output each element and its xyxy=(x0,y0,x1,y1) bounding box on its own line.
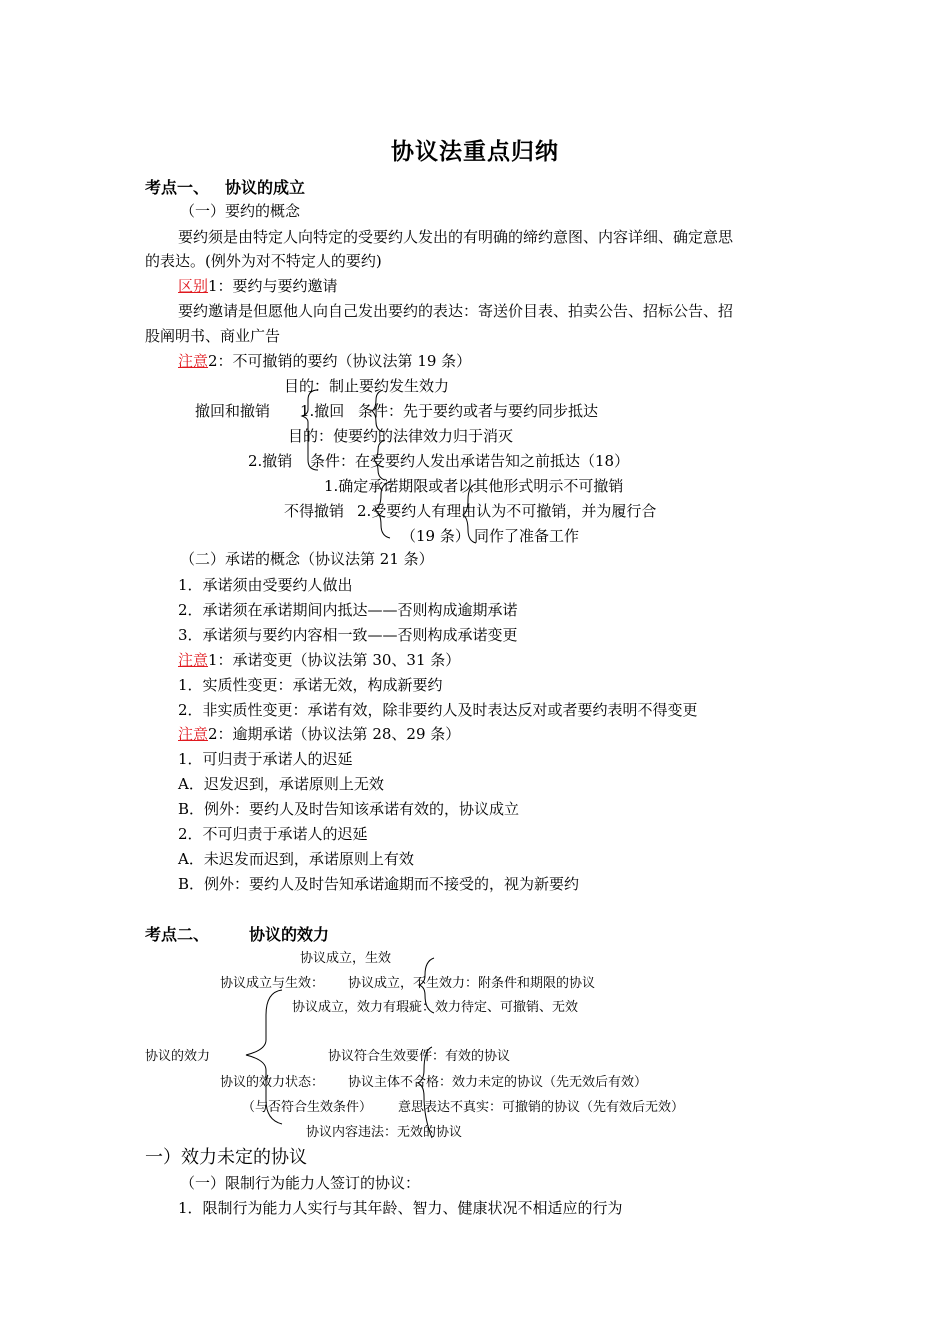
tree-node: 同作了准备工作 xyxy=(474,527,580,545)
note-text: 2：逾期承诺（协议法第 28、29 条） xyxy=(208,725,461,743)
tree-node: 协议成立，不生效力：附条件和期限的协议 xyxy=(348,976,596,991)
list-item: A．迟发迟到，承诺原则上无效 xyxy=(178,775,384,793)
tree-node: 1.撤回 xyxy=(300,402,345,420)
tree-node: 不得撤销 xyxy=(284,502,345,520)
list-item: 1．限制行为能力人实行与其年龄、智力、健康状况不相适应的行为 xyxy=(178,1199,623,1217)
list-item: 1．实质性变更：承诺无效，构成新要约 xyxy=(178,676,443,694)
paragraph-line: 要约邀请是但愿他人向自己发出要约的表达：寄送价目表、拍卖公告、招标公告、招 xyxy=(178,302,734,320)
tree-node: 协议的效力 xyxy=(145,1049,211,1064)
tree-node: （19 条） xyxy=(401,527,470,545)
subheading-acceptance-concept: （二）承诺的概念（协议法第 21 条） xyxy=(180,550,434,568)
tree-node: 协议成立，生效 xyxy=(300,951,392,966)
section-heading-2 xyxy=(145,925,329,945)
subheading-restricted-capacity: （一）限制行为能力人签订的协议： xyxy=(180,1174,421,1192)
list-item: 1．可归责于承诺人的迟延 xyxy=(178,750,353,768)
subheading-offer-concept: （一）要约的概念 xyxy=(180,202,301,220)
page-title: 协议法重点归纳 xyxy=(391,139,559,165)
note-label: 注意 xyxy=(178,352,209,370)
tree-node: 1.确定承诺期限或者以其他形式明示不可撤销 xyxy=(324,477,624,495)
list-item: 2．不可归责于承诺人的迟延 xyxy=(178,825,368,843)
list-item: 3．承诺须与要约内容相一致——否则构成承诺变更 xyxy=(178,626,518,644)
section-title: 协议的效力 xyxy=(249,925,330,944)
note-text: 1：承诺变更（协议法第 30、31 条） xyxy=(208,651,461,669)
note-line xyxy=(178,650,460,670)
tree-node: 条件：在受要约人发出承诺告知之前抵达（18） xyxy=(310,452,630,470)
note-text: 2：不可撤销的要约（协议法第 19 条） xyxy=(208,352,472,370)
tree-node: 撤回和撤销 xyxy=(195,402,271,420)
list-item: 1．承诺须由受要约人做出 xyxy=(178,576,353,594)
difference-label: 区别 xyxy=(178,277,209,295)
subsection-heading: 一）效力未定的协议 xyxy=(145,1147,307,1168)
tree-node: 协议成立与生效： xyxy=(220,976,325,991)
tree-node: 意思表达不真实：可撤销的协议（先有效后无效） xyxy=(398,1100,685,1115)
tree-node: 2.受要约人有理由认为不可撤销，并为履行合 xyxy=(357,502,657,520)
list-item: B．例外：要约人及时告知承诺逾期而不接受的，视为新要约 xyxy=(178,875,580,893)
tree-node: 2.撤销 xyxy=(248,452,293,470)
tree-node: 协议成立，效力有瑕疵：效力待定、可撤销、无效 xyxy=(292,1000,579,1015)
tree-node: （与否符合生效条件） xyxy=(242,1100,373,1115)
tree-node: 协议符合生效要件：有效的协议 xyxy=(328,1049,511,1064)
list-item: 2．非实质性变更：承诺有效，除非要约人及时表达反对或者要约表明不得变更 xyxy=(178,701,698,719)
list-item: A．未迟发而迟到，承诺原则上有效 xyxy=(178,850,414,868)
paragraph-line: 的表达。(例外为对不特定人的要约) xyxy=(145,252,382,270)
paragraph-line: 要约须是由特定人向特定的受要约人发出的有明确的缔约意图、内容详细、确定意思 xyxy=(178,228,734,246)
section-number: 考点一、 xyxy=(145,178,210,197)
list-item: B．例外：要约人及时告知该承诺有效的，协议成立 xyxy=(178,800,520,818)
tree-node: 目的：使要约的法律效力归于消灭 xyxy=(288,427,514,445)
note-label: 注意 xyxy=(178,651,209,669)
tree-node: 条件：先于要约或者与要约同步抵达 xyxy=(358,402,599,420)
note-label: 注意 xyxy=(178,725,209,743)
tree-node: 协议内容违法：无效的协议 xyxy=(306,1125,463,1140)
tree-node: 协议主体不合格：效力未定的协议（先无效后有效） xyxy=(348,1075,648,1090)
paragraph-line: 股阐明书、商业广告 xyxy=(145,327,281,345)
difference-text: 1：要约与要约邀请 xyxy=(208,277,338,295)
tree-node: 目的：制止要约发生效力 xyxy=(284,377,450,395)
section-title: 协议的成立 xyxy=(225,178,306,197)
list-item: 2．承诺须在承诺期间内抵达——否则构成逾期承诺 xyxy=(178,601,518,619)
note-line xyxy=(178,724,460,744)
section-number: 考点二、 xyxy=(145,925,210,944)
tree-node: 协议的效力状态： xyxy=(220,1075,325,1090)
